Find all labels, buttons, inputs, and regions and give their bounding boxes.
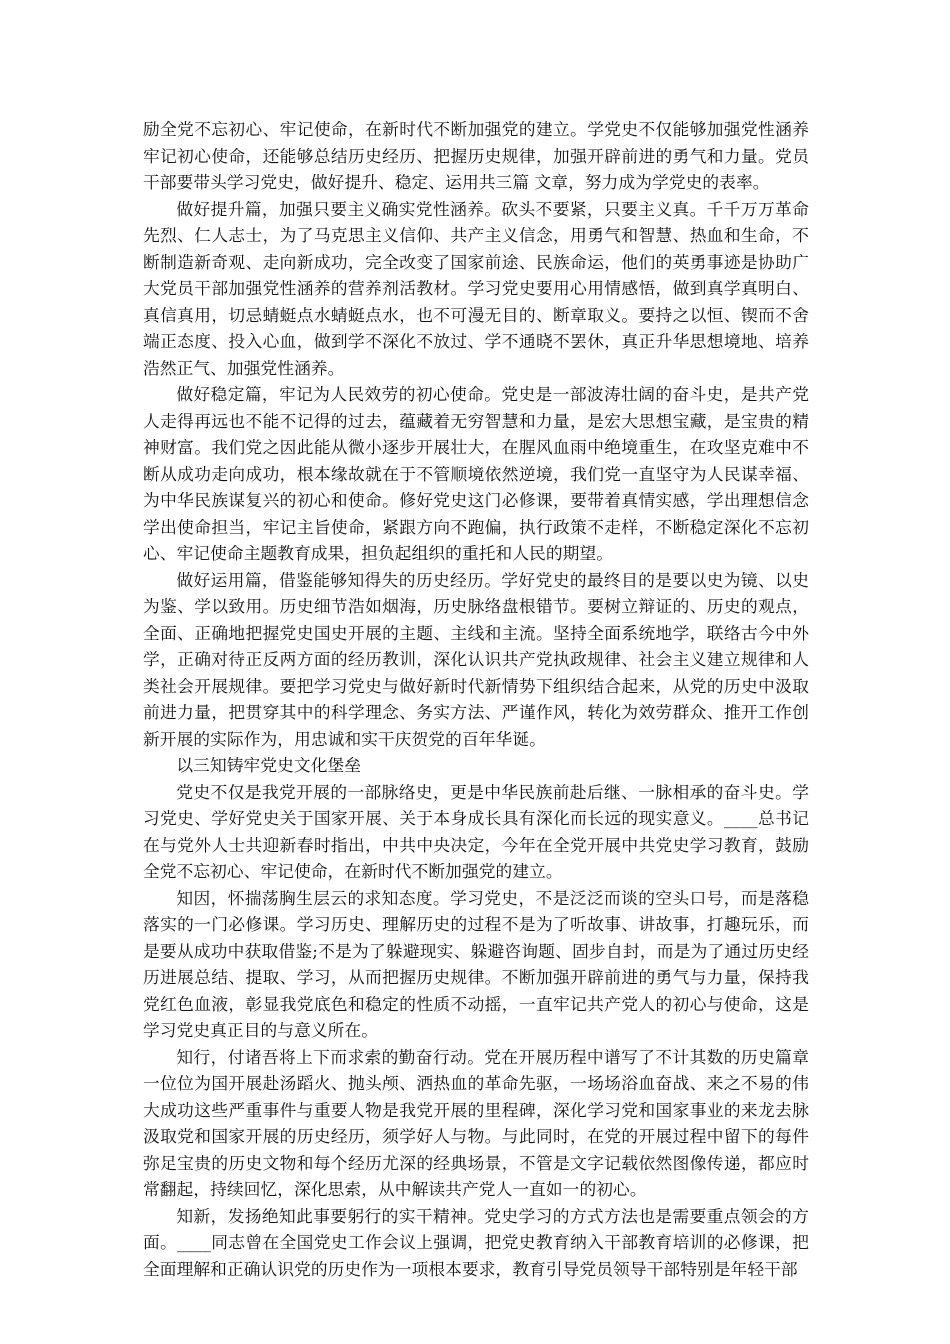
paragraph-know-action: 知行，付诸吾将上下而求索的勤奋行动。党在开展历程中谱写了不计其数的历史篇章一位位为国开展赴汤蹈火、抛头颅、洒热血的革命先驱，一场场浴血奋战、来之不易的伟大成功这些严重事件与重要人物是我党开展的里程碑，深化学习党和国家事业的来龙去脉汲取党和国家开展的历史经历，须学好人与物。与此同时，在党的开展过程中留下的每件弥足宝贵的历史文物和每个经历尤深的经典场景，不管是文字记载依然图像传递，都应时常翻起，持续回忆，深化思索，从中解读共产党人一直如一的初心。: [143, 1046, 809, 1199]
paragraph-know-new: 知新，发扬绝知此事要躬行的实干精神。党史学习的方式方法也是需要重点领会的方面。____同志曾在全国党史工作会议上强调，把党史教育纳入干部教育培训的必修课，把全面理解和正确认识党的历史作为一项根本要求，教育引导党员领导干部特别是年轻干部: [143, 1205, 809, 1279]
paragraph-intro: 党史不仅是我党开展的一部脉络史，更是中华民族前赴后继、一脉相承的奋斗史。学习党史、学好党史关于国家开展、关于本身成长具有深化而长远的现实意义。____总书记在与党外人士共迎新春时指出，中共中央决定，今年在全党开展中共党史学习教育，鼓励全党不忘初心、牢记使命，在新时代不断加强党的建立。: [143, 781, 809, 881]
paragraph-continued: 励全党不忘初心、牢记使命，在新时代不断加强党的建立。学党史不仅能够加强党性涵养牢记初心使命，还能够总结历史经历、把握历史规律，加强开辟前进的勇气和力量。党员干部要带头学习党史，做好提升、稳定、运用共三篇 文章，努力成为学党史的表率。: [143, 119, 809, 192]
document-page: [143, 116, 809, 1282]
paragraph-know-cause: 知因，怀揣荡胸生层云的求知态度。学习党史，不是泛泛而谈的空头口号，而是落稳落实的一门必修课。学习历史、理解历史的过程不是为了听故事、讲故事，打趣玩乐，而是要从成功中获取借鉴;不是为了躲避现实、躲避咨询题、固步自封，而是为了通过历史经历进展总结、提取、学习，从而把握历史规律。不断加强开辟前进的勇气与力量，保持我党红色血液，彰显我党底色和稳定的性质不动摇，一直牢记共产党人的初心与使命，这是学习党史真正目的与意义所在。: [143, 887, 809, 1040]
section-heading: 以三知铸牢党史文化堡垒: [176, 755, 362, 775]
paragraph-apply-chapter: 做好运用篇，借鉴能够知得失的历史经历。学好党史的最终目的是要以史为镜、以史为鉴、学以致用。历史细节浩如烟海，历史脉络盘根错节。要树立辩证的、历史的观点，全面、正确地把握党史国史开展的主题、主线和主流。坚持全面系统地学，联络古今中外学，正确对待正反两方面的经历教训，深化认识共产党执政规律、社会主义建立规律和人类社会开展规律。要把学习党史与做好新时代新情势下组织结合起来，从党的历史中汲取前进力量，把贯穿其中的科学理念、务实方法、严谨作风，转化为效劳群众、推开工作创新开展的实际作为，用忠诚和实干庆贺党的百年华诞。: [143, 569, 809, 749]
paragraph-stable-chapter: 做好稳定篇，牢记为人民效劳的初心使命。党史是一部波涛壮阔的奋斗史，是共产党人走得再远也不能不记得的过去，蕴藏着无穷智慧和力量，是宏大思想宝藏，是宝贵的精神财富。我们党之因此能从微小逐步开展壮大，在腥风血雨中绝境重生，在攻坚克难中不断从成功走向成功，根本缘故就在于不管顺境依然逆境，我们党一直坚守为人民谋幸福、为中华民族谋复兴的初心和使命。修好党史这门必修课，要带着真情实感，学出理想信念学出使命担当，牢记主旨使命，紧跟方向不跑偏，执行政策不走样，不断稳定深化不忘初心、牢记使命主题教育成果，担负起组织的重托和人民的期望。: [143, 384, 809, 563]
paragraph-improve-chapter: 做好提升篇，加强只要主义确实党性涵养。砍头不要紧，只要主义真。千千万万革命先烈、仁人志士，为了马克思主义信仰、共产主义信念，用勇气和智慧、热血和生命，不断制造新奇观、走向新成功，完全改变了国家前途、民族命运，他们的英勇事迹是协助广大党员干部加强党性涵养的营养剂活教材。学习党史要用心用情感悟，做到真学真明白、真信真用，切忌蜻蜓点水蜻蜓点水，也不可漫无目的、断章取义。要持之以恒、锲而不舍端正态度、投入心血，做到学不深化不放过、学不通晓不罢休，真正升华思想境地、培养浩然正气、加强党性涵养。: [143, 198, 809, 378]
